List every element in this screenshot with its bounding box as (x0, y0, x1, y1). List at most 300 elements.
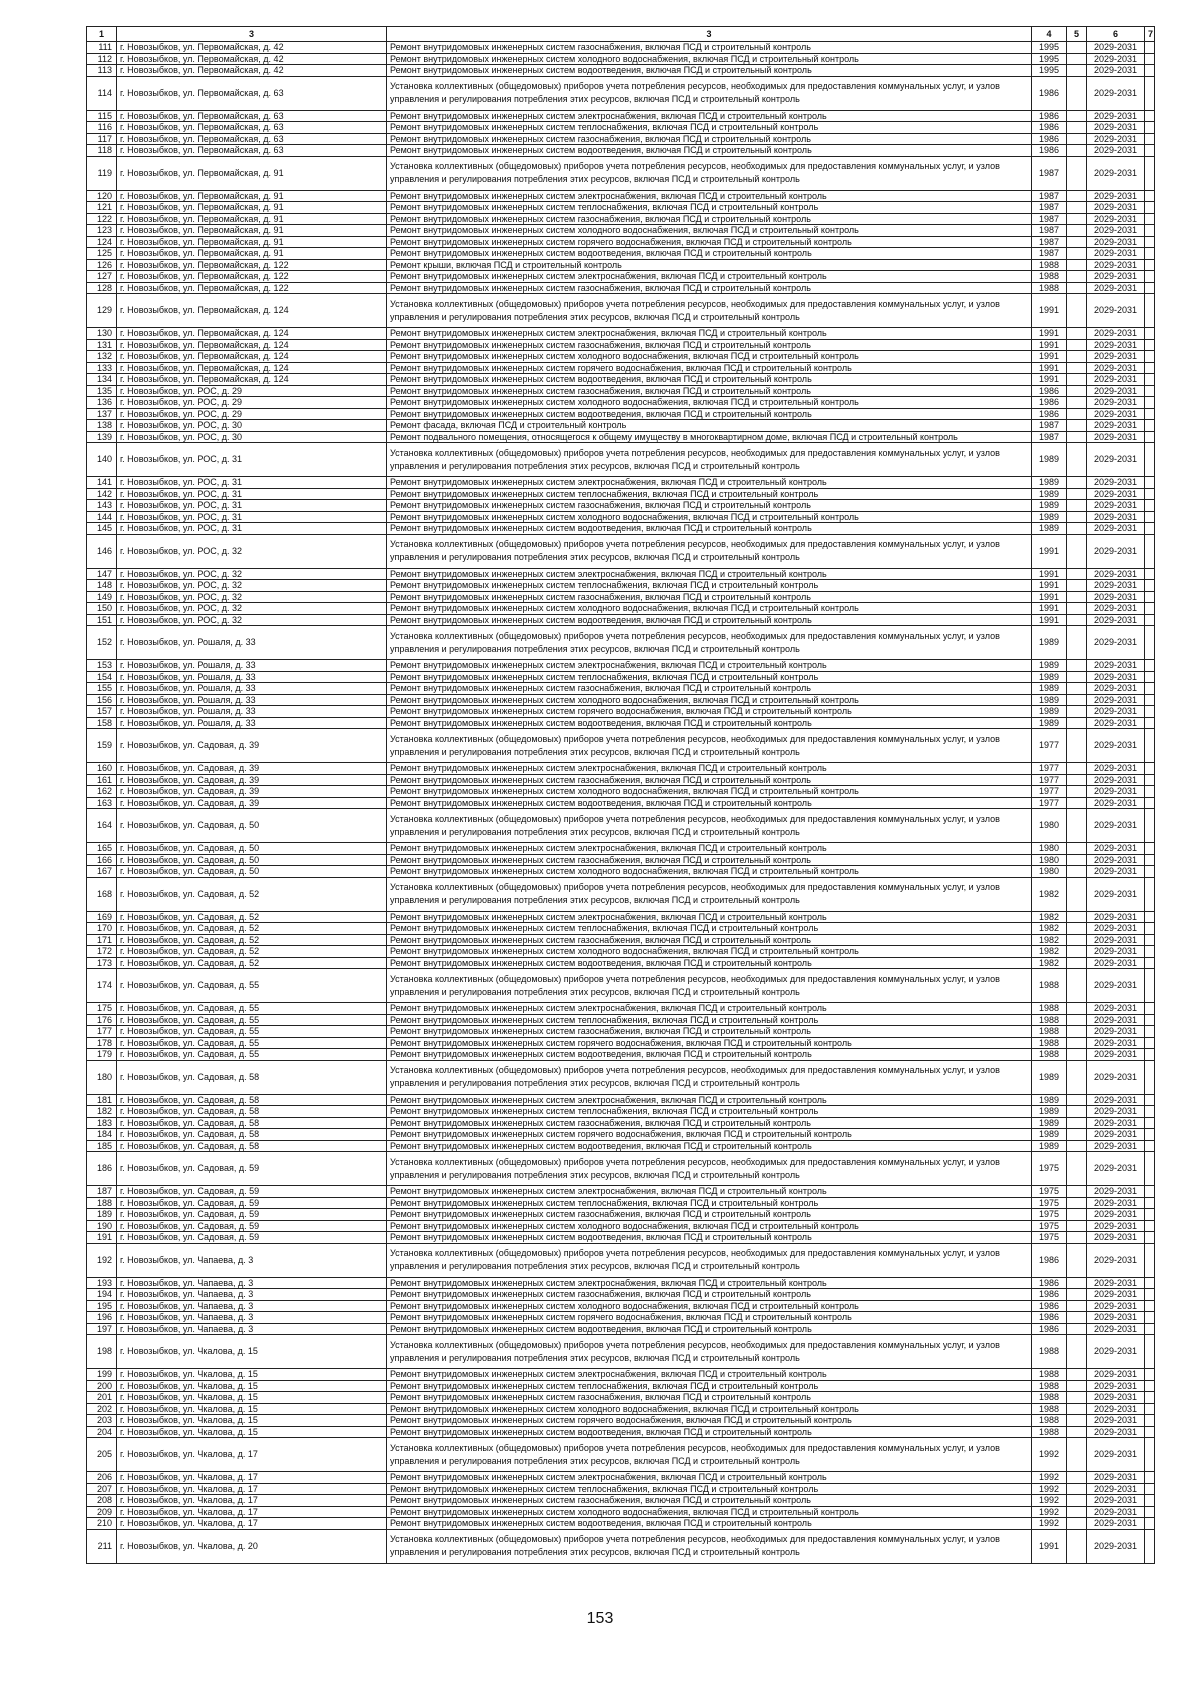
year-cell: 1977 (1032, 729, 1067, 763)
col5-cell (1067, 774, 1087, 786)
col7-cell (1145, 866, 1155, 878)
row-number: 194 (87, 1289, 117, 1301)
year-cell: 1982 (1032, 934, 1067, 946)
col5-cell (1067, 1152, 1087, 1186)
year-cell: 1987 (1032, 190, 1067, 202)
period-cell: 2029-2031 (1087, 351, 1145, 363)
col7-cell (1145, 854, 1155, 866)
address-cell: г. Новозыбков, ул. Садовая, д. 58 (117, 1106, 387, 1118)
header-cell-col3: 3 (387, 27, 1032, 42)
col5-cell (1067, 969, 1087, 1003)
row-number: 148 (87, 580, 117, 592)
col5-cell (1067, 1117, 1087, 1129)
period-cell: 2029-2031 (1087, 1232, 1145, 1244)
row-number: 116 (87, 122, 117, 134)
table-row (87, 65, 1155, 77)
table-row (87, 1426, 1155, 1438)
work-type-cell: Ремонт внутридомовых инженерных систем водоотведения, включая ПСД и строительный контроль (387, 145, 1032, 157)
year-cell: 1989 (1032, 511, 1067, 523)
period-cell: 2029-2031 (1087, 683, 1145, 695)
work-type-cell: Ремонт фасада, включая ПСД и строительный контроль (387, 420, 1032, 432)
col5-cell (1067, 957, 1087, 969)
period-cell: 2029-2031 (1087, 145, 1145, 157)
address-cell: г. Новозыбков, ул. РОС, д. 31 (117, 500, 387, 512)
col5-cell (1067, 1037, 1087, 1049)
row-number: 149 (87, 591, 117, 603)
row-number: 145 (87, 523, 117, 535)
col5-cell (1067, 694, 1087, 706)
address-cell: г. Новозыбков, ул. Садовая, д. 52 (117, 957, 387, 969)
period-cell: 2029-2031 (1087, 660, 1145, 672)
period-cell: 2029-2031 (1087, 534, 1145, 568)
col5-cell (1067, 248, 1087, 260)
address-cell: г. Новозыбков, ул. Садовая, д. 59 (117, 1220, 387, 1232)
period-cell: 2029-2031 (1087, 362, 1145, 374)
address-cell: г. Новозыбков, ул. Рошаля, д. 33 (117, 706, 387, 718)
table-row (87, 431, 1155, 443)
period-cell: 2029-2031 (1087, 248, 1145, 260)
work-type-cell: Ремонт внутридомовых инженерных систем водоотведения, включая ПСД и строительный контроль (387, 1232, 1032, 1244)
work-type-cell: Ремонт внутридомовых инженерных систем водоотведения, включая ПСД и строительный контроль (387, 374, 1032, 386)
work-type-cell: Установка коллективных (общедомовых) приборов учета потребления ресурсов, необходимых для предоставления коммунальных услуг, и узлов управления и регулирования потребления этих ресурсов, включая ПСД и строительный контроль (387, 626, 1032, 660)
period-cell: 2029-2031 (1087, 1312, 1145, 1324)
col7-cell (1145, 1369, 1155, 1381)
col5-cell (1067, 1014, 1087, 1026)
table-row (87, 1529, 1155, 1563)
col7-cell (1145, 1140, 1155, 1152)
col7-cell (1145, 877, 1155, 911)
row-number: 122 (87, 213, 117, 225)
table-row (87, 1312, 1155, 1324)
period-cell: 2029-2031 (1087, 1003, 1145, 1015)
year-cell: 1989 (1032, 694, 1067, 706)
year-cell: 1988 (1032, 1380, 1067, 1392)
year-cell: 1991 (1032, 603, 1067, 615)
table-row (87, 477, 1155, 489)
col7-cell (1145, 1003, 1155, 1015)
work-type-cell: Ремонт внутридомовых инженерных систем газоснабжения, включая ПСД и строительный контроль (387, 591, 1032, 603)
year-cell: 1986 (1032, 385, 1067, 397)
col5-cell (1067, 110, 1087, 122)
year-cell: 1989 (1032, 717, 1067, 729)
col7-cell (1145, 969, 1155, 1003)
work-type-cell: Ремонт внутридомовых инженерных систем электроснабжения, включая ПСД и строительный контроль (387, 1094, 1032, 1106)
work-type-cell: Установка коллективных (общедомовых) приборов учета потребления ресурсов, необходимых для предоставления коммунальных услуг, и узлов управления и регулирования потребления этих ресурсов, включая ПСД и строительный контроль (387, 809, 1032, 843)
row-number: 138 (87, 420, 117, 432)
period-cell: 2029-2031 (1087, 1220, 1145, 1232)
col5-cell (1067, 362, 1087, 374)
col5-cell (1067, 1323, 1087, 1335)
table-row (87, 923, 1155, 935)
year-cell: 1986 (1032, 1289, 1067, 1301)
year-cell: 1989 (1032, 626, 1067, 660)
address-cell: г. Новозыбков, ул. Садовая, д. 52 (117, 946, 387, 958)
year-cell: 1986 (1032, 1300, 1067, 1312)
address-cell: г. Новозыбков, ул. Садовая, д. 39 (117, 763, 387, 775)
table-row (87, 1243, 1155, 1277)
work-type-cell: Ремонт внутридомовых инженерных систем газоснабжения, включая ПСД и строительный контроль (387, 1209, 1032, 1221)
table-row (87, 133, 1155, 145)
col7-cell (1145, 248, 1155, 260)
header-cell-col2: 3 (117, 27, 387, 42)
row-number: 172 (87, 946, 117, 958)
address-cell: г. Новозыбков, ул. Первомайская, д. 42 (117, 53, 387, 65)
work-type-cell: Ремонт внутридомовых инженерных систем электроснабжения, включая ПСД и строительный контроль (387, 660, 1032, 672)
row-number: 195 (87, 1300, 117, 1312)
table-row (87, 534, 1155, 568)
row-number: 191 (87, 1232, 117, 1244)
year-cell: 1989 (1032, 1060, 1067, 1094)
period-cell: 2029-2031 (1087, 946, 1145, 958)
address-cell: г. Новозыбков, ул. Чапаева, д. 3 (117, 1312, 387, 1324)
period-cell: 2029-2031 (1087, 1037, 1145, 1049)
col5-cell (1067, 1426, 1087, 1438)
row-number: 133 (87, 362, 117, 374)
col5-cell (1067, 271, 1087, 283)
year-cell: 1989 (1032, 1140, 1067, 1152)
table-row (87, 568, 1155, 580)
col5-cell (1067, 866, 1087, 878)
col5-cell (1067, 1049, 1087, 1061)
work-type-cell: Ремонт внутридомовых инженерных систем электроснабжения, включая ПСД и строительный контроль (387, 271, 1032, 283)
year-cell: 1988 (1032, 259, 1067, 271)
address-cell: г. Новозыбков, ул. Первомайская, д. 63 (117, 133, 387, 145)
table-row (87, 603, 1155, 615)
period-cell: 2029-2031 (1087, 53, 1145, 65)
col5-cell (1067, 1186, 1087, 1198)
table-row (87, 1472, 1155, 1484)
col5-cell (1067, 511, 1087, 523)
address-cell: г. Новозыбков, ул. Первомайская, д. 42 (117, 42, 387, 54)
address-cell: г. Новозыбков, ул. РОС, д. 30 (117, 420, 387, 432)
col7-cell (1145, 110, 1155, 122)
address-cell: г. Новозыбков, ул. Садовая, д. 59 (117, 1209, 387, 1221)
work-type-cell: Ремонт внутридомовых инженерных систем горячего водоснабжения, включая ПСД и строительный контроль (387, 236, 1032, 248)
page-number: 153 (586, 1610, 614, 1627)
period-cell: 2029-2031 (1087, 706, 1145, 718)
work-type-cell: Ремонт внутридомовых инженерных систем электроснабжения, включая ПСД и строительный контроль (387, 1472, 1032, 1484)
year-cell: 1992 (1032, 1472, 1067, 1484)
year-cell: 1989 (1032, 523, 1067, 535)
row-number: 211 (87, 1529, 117, 1563)
header-row (87, 27, 1155, 42)
year-cell: 1989 (1032, 443, 1067, 477)
work-type-cell: Ремонт внутридомовых инженерных систем холодного водоснабжения, включая ПСД и строительный контроль (387, 1300, 1032, 1312)
period-cell: 2029-2031 (1087, 1106, 1145, 1118)
address-cell: г. Новозыбков, ул. Чкалова, д. 17 (117, 1518, 387, 1530)
year-cell: 1988 (1032, 1392, 1067, 1404)
address-cell: г. Новозыбков, ул. Садовая, д. 58 (117, 1129, 387, 1141)
period-cell: 2029-2031 (1087, 568, 1145, 580)
period-cell: 2029-2031 (1087, 1323, 1145, 1335)
col5-cell (1067, 1197, 1087, 1209)
work-type-cell: Ремонт внутридомовых инженерных систем теплоснабжения, включая ПСД и строительный контроль (387, 1483, 1032, 1495)
work-type-cell: Ремонт внутридомовых инженерных систем газоснабжения, включая ПСД и строительный контроль (387, 1289, 1032, 1301)
year-cell: 1992 (1032, 1506, 1067, 1518)
work-type-cell: Ремонт внутридомовых инженерных систем водоотведения, включая ПСД и строительный контроль (387, 1049, 1032, 1061)
work-type-cell: Ремонт внутридомовых инженерных систем газоснабжения, включая ПСД и строительный контроль (387, 1026, 1032, 1038)
work-type-cell: Ремонт внутридомовых инженерных систем горячего водоснабжения, включая ПСД и строительный контроль (387, 1037, 1032, 1049)
address-cell: г. Новозыбков, ул. РОС, д. 29 (117, 408, 387, 420)
work-type-cell: Установка коллективных (общедомовых) приборов учета потребления ресурсов, необходимых для предоставления коммунальных услуг, и узлов управления и регулирования потребления этих ресурсов, включая ПСД и строительный контроль (387, 534, 1032, 568)
year-cell: 1989 (1032, 660, 1067, 672)
year-cell: 1977 (1032, 797, 1067, 809)
col5-cell (1067, 1380, 1087, 1392)
row-number: 132 (87, 351, 117, 363)
year-cell: 1991 (1032, 339, 1067, 351)
work-type-cell: Ремонт внутридомовых инженерных систем горячего водоснабжения, включая ПСД и строительный контроль (387, 706, 1032, 718)
row-number: 208 (87, 1495, 117, 1507)
year-cell: 1992 (1032, 1495, 1067, 1507)
row-number: 166 (87, 854, 117, 866)
table-row (87, 1438, 1155, 1472)
col5-cell (1067, 1094, 1087, 1106)
work-type-cell: Ремонт внутридомовых инженерных систем газоснабжения, включая ПСД и строительный контроль (387, 500, 1032, 512)
col7-cell (1145, 809, 1155, 843)
col7-cell (1145, 614, 1155, 626)
period-cell: 2029-2031 (1087, 1152, 1145, 1186)
col7-cell (1145, 580, 1155, 592)
col5-cell (1067, 145, 1087, 157)
year-cell: 1988 (1032, 1026, 1067, 1038)
address-cell: г. Новозыбков, ул. Садовая, д. 52 (117, 934, 387, 946)
row-number: 124 (87, 236, 117, 248)
header-cell-col6: 6 (1087, 27, 1145, 42)
year-cell: 1995 (1032, 53, 1067, 65)
col7-cell (1145, 934, 1155, 946)
work-type-cell: Ремонт внутридомовых инженерных систем электроснабжения, включая ПСД и строительный контроль (387, 477, 1032, 489)
table-row (87, 1186, 1155, 1198)
address-cell: г. Новозыбков, ул. Садовая, д. 55 (117, 1037, 387, 1049)
row-number: 162 (87, 786, 117, 798)
col5-cell (1067, 614, 1087, 626)
col7-cell (1145, 385, 1155, 397)
address-cell: г. Новозыбков, ул. Садовая, д. 55 (117, 969, 387, 1003)
address-cell: г. Новозыбков, ул. Чкалова, д. 20 (117, 1529, 387, 1563)
row-number: 170 (87, 923, 117, 935)
col7-cell (1145, 156, 1155, 190)
address-cell: г. Новозыбков, ул. Первомайская, д. 91 (117, 156, 387, 190)
year-cell: 1975 (1032, 1186, 1067, 1198)
period-cell: 2029-2031 (1087, 763, 1145, 775)
year-cell: 1989 (1032, 500, 1067, 512)
table-row (87, 797, 1155, 809)
col7-cell (1145, 511, 1155, 523)
col7-cell (1145, 1380, 1155, 1392)
col7-cell (1145, 1518, 1155, 1530)
col7-cell (1145, 133, 1155, 145)
work-type-cell: Установка коллективных (общедомовых) приборов учета потребления ресурсов, необходимых для предоставления коммунальных услуг, и узлов управления и регулирования потребления этих ресурсов, включая ПСД и строительный контроль (387, 1060, 1032, 1094)
row-number: 199 (87, 1369, 117, 1381)
period-cell: 2029-2031 (1087, 374, 1145, 386)
address-cell: г. Новозыбков, ул. Садовая, д. 55 (117, 1014, 387, 1026)
year-cell: 1986 (1032, 1323, 1067, 1335)
year-cell: 1989 (1032, 477, 1067, 489)
col7-cell (1145, 683, 1155, 695)
period-cell: 2029-2031 (1087, 717, 1145, 729)
year-cell: 1988 (1032, 1003, 1067, 1015)
col5-cell (1067, 42, 1087, 54)
period-cell: 2029-2031 (1087, 225, 1145, 237)
table-row (87, 1094, 1155, 1106)
col7-cell (1145, 190, 1155, 202)
row-number: 136 (87, 397, 117, 409)
work-type-cell: Ремонт внутридомовых инженерных систем холодного водоснабжения, включая ПСД и строительный контроль (387, 1506, 1032, 1518)
col7-cell (1145, 694, 1155, 706)
row-number: 126 (87, 259, 117, 271)
table-row (87, 591, 1155, 603)
col7-cell (1145, 923, 1155, 935)
year-cell: 1986 (1032, 110, 1067, 122)
col5-cell (1067, 1518, 1087, 1530)
col5-cell (1067, 500, 1087, 512)
address-cell: г. Новозыбков, ул. Рошаля, д. 33 (117, 694, 387, 706)
table-row (87, 1506, 1155, 1518)
table-row (87, 1323, 1155, 1335)
work-type-cell: Ремонт внутридомовых инженерных систем холодного водоснабжения, включая ПСД и строительный контроль (387, 1403, 1032, 1415)
address-cell: г. Новозыбков, ул. Первомайская, д. 122 (117, 259, 387, 271)
period-cell: 2029-2031 (1087, 1335, 1145, 1369)
table-row (87, 1026, 1155, 1038)
work-type-cell: Ремонт внутридомовых инженерных систем газоснабжения, включая ПСД и строительный контроль (387, 282, 1032, 294)
table-row (87, 866, 1155, 878)
table-row (87, 259, 1155, 271)
address-cell: г. Новозыбков, ул. Садовая, д. 50 (117, 843, 387, 855)
row-number: 171 (87, 934, 117, 946)
col7-cell (1145, 1232, 1155, 1244)
col7-cell (1145, 1415, 1155, 1427)
table-row (87, 614, 1155, 626)
row-number: 120 (87, 190, 117, 202)
row-number: 154 (87, 671, 117, 683)
work-type-cell: Ремонт внутридомовых инженерных систем газоснабжения, включая ПСД и строительный контроль (387, 854, 1032, 866)
year-cell: 1986 (1032, 133, 1067, 145)
year-cell: 1988 (1032, 271, 1067, 283)
work-type-cell: Ремонт внутридомовых инженерных систем водоотведения, включая ПСД и строительный контроль (387, 1323, 1032, 1335)
address-cell: г. Новозыбков, ул. Рошаля, д. 33 (117, 671, 387, 683)
address-cell: г. Новозыбков, ул. Садовая, д. 39 (117, 729, 387, 763)
row-number: 203 (87, 1415, 117, 1427)
row-number: 142 (87, 488, 117, 500)
row-number: 189 (87, 1209, 117, 1221)
address-cell: г. Новозыбков, ул. Первомайская, д. 122 (117, 271, 387, 283)
year-cell: 1991 (1032, 294, 1067, 328)
work-type-cell: Ремонт внутридомовых инженерных систем холодного водоснабжения, включая ПСД и строительный контроль (387, 786, 1032, 798)
table-row (87, 786, 1155, 798)
work-type-cell: Ремонт внутридомовых инженерных систем электроснабжения, включая ПСД и строительный контроль (387, 568, 1032, 580)
col5-cell (1067, 1438, 1087, 1472)
table-row (87, 1277, 1155, 1289)
row-number: 156 (87, 694, 117, 706)
work-type-cell: Ремонт внутридомовых инженерных систем холодного водоснабжения, включая ПСД и строительный контроль (387, 1220, 1032, 1232)
address-cell: г. Новозыбков, ул. Рошаля, д. 33 (117, 626, 387, 660)
address-cell: г. Новозыбков, ул. Чкалова, д. 15 (117, 1403, 387, 1415)
row-number: 182 (87, 1106, 117, 1118)
col7-cell (1145, 1026, 1155, 1038)
year-cell: 1987 (1032, 213, 1067, 225)
table-row (87, 1117, 1155, 1129)
address-cell: г. Новозыбков, ул. Садовая, д. 50 (117, 854, 387, 866)
address-cell: г. Новозыбков, ул. Первомайская, д. 63 (117, 76, 387, 110)
col7-cell (1145, 523, 1155, 535)
year-cell: 1975 (1032, 1232, 1067, 1244)
address-cell: г. Новозыбков, ул. Первомайская, д. 91 (117, 248, 387, 260)
work-type-cell: Установка коллективных (общедомовых) приборов учета потребления ресурсов, необходимых для предоставления коммунальных услуг, и узлов управления и регулирования потребления этих ресурсов, включая ПСД и строительный контроль (387, 1152, 1032, 1186)
work-type-cell: Ремонт внутридомовых инженерных систем водоотведения, включая ПСД и строительный контроль (387, 797, 1032, 809)
period-cell: 2029-2031 (1087, 443, 1145, 477)
address-cell: г. Новозыбков, ул. Чкалова, д. 17 (117, 1495, 387, 1507)
period-cell: 2029-2031 (1087, 923, 1145, 935)
row-number: 150 (87, 603, 117, 615)
row-number: 185 (87, 1140, 117, 1152)
address-cell: г. Новозыбков, ул. Садовая, д. 39 (117, 786, 387, 798)
table-row (87, 236, 1155, 248)
period-cell: 2029-2031 (1087, 76, 1145, 110)
address-cell: г. Новозыбков, ул. Садовая, д. 39 (117, 774, 387, 786)
row-number: 130 (87, 328, 117, 340)
period-cell: 2029-2031 (1087, 671, 1145, 683)
col7-cell (1145, 843, 1155, 855)
period-cell: 2029-2031 (1087, 408, 1145, 420)
col7-cell (1145, 122, 1155, 134)
col7-cell (1145, 1220, 1155, 1232)
table-row (87, 1106, 1155, 1118)
col7-cell (1145, 259, 1155, 271)
col5-cell (1067, 1495, 1087, 1507)
col5-cell (1067, 1277, 1087, 1289)
table-row (87, 1483, 1155, 1495)
address-cell: г. Новозыбков, ул. Рошаля, д. 33 (117, 683, 387, 695)
col7-cell (1145, 236, 1155, 248)
col7-cell (1145, 1335, 1155, 1369)
address-cell: г. Новозыбков, ул. Первомайская, д. 91 (117, 236, 387, 248)
col5-cell (1067, 717, 1087, 729)
row-number: 202 (87, 1403, 117, 1415)
col7-cell (1145, 1472, 1155, 1484)
col5-cell (1067, 213, 1087, 225)
address-cell: г. Новозыбков, ул. Первомайская, д. 122 (117, 282, 387, 294)
address-cell: г. Новозыбков, ул. Садовая, д. 59 (117, 1186, 387, 1198)
row-number: 168 (87, 877, 117, 911)
table-row (87, 580, 1155, 592)
row-number: 169 (87, 911, 117, 923)
col7-cell (1145, 729, 1155, 763)
col7-cell (1145, 420, 1155, 432)
address-cell: г. Новозыбков, ул. РОС, д. 31 (117, 443, 387, 477)
work-type-cell: Ремонт внутридомовых инженерных систем теплоснабжения, включая ПСД и строительный контроль (387, 1380, 1032, 1392)
col5-cell (1067, 591, 1087, 603)
col5-cell (1067, 53, 1087, 65)
address-cell: г. Новозыбков, ул. Чкалова, д. 17 (117, 1472, 387, 1484)
table-row (87, 328, 1155, 340)
year-cell: 1980 (1032, 843, 1067, 855)
address-cell: г. Новозыбков, ул. Чкалова, д. 15 (117, 1415, 387, 1427)
table-row (87, 282, 1155, 294)
col5-cell (1067, 328, 1087, 340)
row-number: 184 (87, 1129, 117, 1141)
period-cell: 2029-2031 (1087, 911, 1145, 923)
col5-cell (1067, 877, 1087, 911)
row-number: 181 (87, 1094, 117, 1106)
row-number: 174 (87, 969, 117, 1003)
table-row (87, 763, 1155, 775)
col5-cell (1067, 385, 1087, 397)
year-cell: 1988 (1032, 1014, 1067, 1026)
row-number: 198 (87, 1335, 117, 1369)
table-row (87, 1232, 1155, 1244)
period-cell: 2029-2031 (1087, 236, 1145, 248)
col7-cell (1145, 202, 1155, 214)
